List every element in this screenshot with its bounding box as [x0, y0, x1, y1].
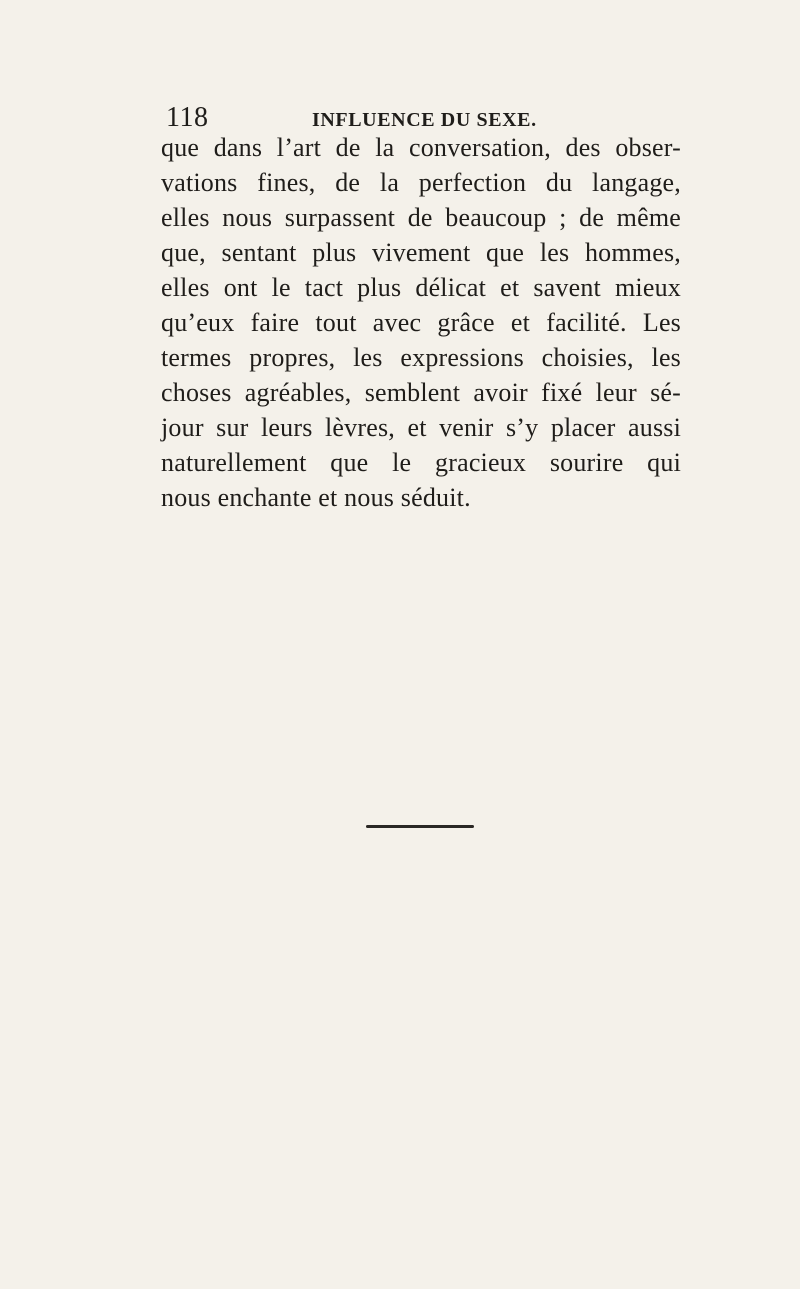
ornament-rule: [366, 825, 474, 828]
main-text: [161, 130, 681, 515]
page-number: 118: [166, 102, 209, 133]
running-title: INFLUENCE DU SEXE.: [312, 109, 537, 131]
text-line: que dans l’art de la conversation, des obser-: [161, 133, 681, 162]
text-line: termes propres, les expressions choisies, les: [161, 343, 681, 372]
text-line: elles ont le tact plus délicat et savent mieux: [161, 273, 681, 302]
text-line: qu’eux faire tout avec grâce et facilité. Les: [161, 308, 681, 337]
text-line: nous enchante et nous séduit.: [161, 483, 471, 512]
text-line: jour sur leurs lèvres, et venir s’y placer aussi: [161, 413, 681, 442]
text-line: elles nous surpassent de beaucoup ; de même: [161, 203, 681, 232]
text-line: naturellement que le gracieux sourire qui: [161, 448, 681, 477]
text-line: vations fines, de la perfection du langage,: [161, 168, 681, 197]
text-line: choses agréables, semblent avoir fixé leur sé-: [161, 378, 681, 407]
text-line: que, sentant plus vivement que les hommes,: [161, 238, 681, 267]
